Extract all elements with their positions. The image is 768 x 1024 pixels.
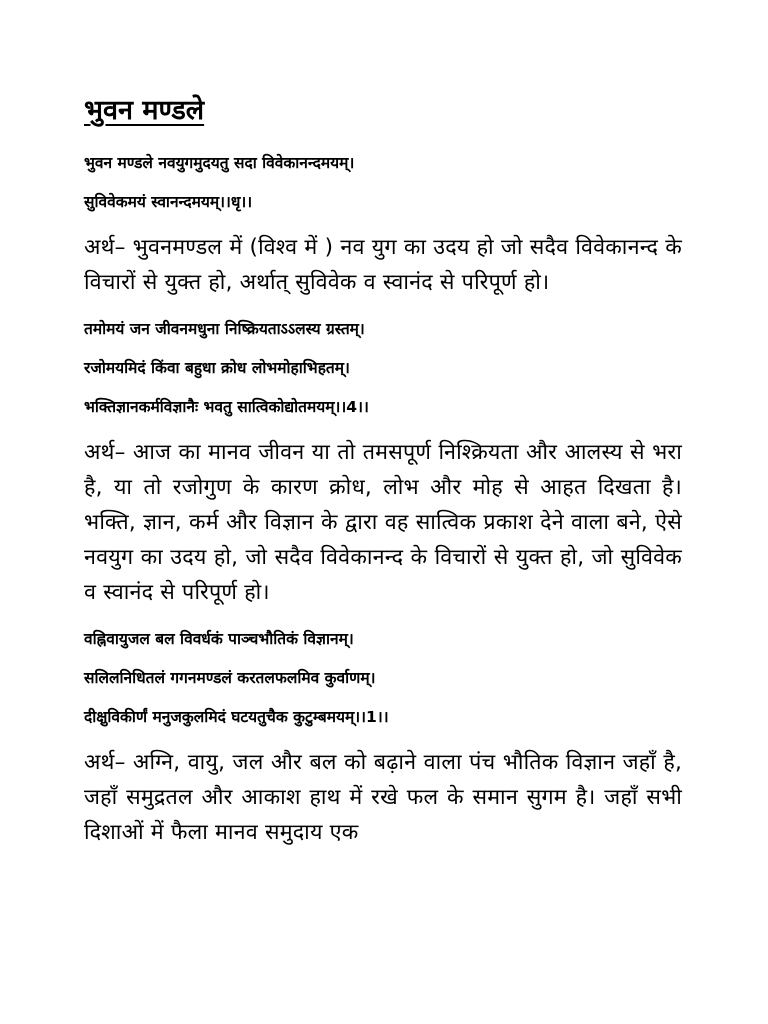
section-3	[84, 628, 682, 850]
verse-line: रजोमयमिदं किंवा बहुधा क्रोध लोभमोहाभिहतम्।	[84, 359, 350, 377]
document-page	[84, 92, 682, 868]
meaning-paragraph: अर्थ– आज का मानव जीवन या तो तमसपूर्ण निश्क्रियता और आलस्य से भरा है, या तो रजोगुण के कारण क्रोध, लोभ और मोह से आहत दिखता है। भक्ति, ज्ञान, कर्म और विज्ञान के द्वारा वह सात्विक प्रकाश देने वाला बने, ऐसे नवयुग का उदय हो, जो सदैव विवेकानन्द के विचारों से युक्त हो, जो सुविवेक व स्वानंद से परिपूर्ण हो।	[84, 440, 682, 605]
section-1	[84, 152, 682, 300]
verse-line: सुविवेकमयं स्वानन्दमयम्।।धृ।।	[84, 193, 253, 211]
meaning-paragraph: अर्थ– अग्नि, वायु, जल और बल को बढ़ाने वाला पंच भौतिक विज्ञान जहाँ है, जहाँ समुद्रतल और आकाश हाथ में रखे फल के समान सुगम है। जहाँ सभी दिशाओं में फैला मानव समुदाय एक	[84, 750, 682, 845]
verse-line: सलिलनिधितलं गगनमण्डलं करतलफलमिव कुर्वाणम्।	[84, 669, 376, 687]
section-2	[84, 318, 682, 610]
verse-line: भुवन मण्डले नवयुगमुदयतु सदा विवेकानन्दमयम्।	[84, 154, 355, 172]
verse-line: तमोमयं जन जीवनमधुना निष्क्रियताऽऽलस्य ग्रस्तम्।	[84, 320, 365, 338]
meaning-paragraph: अर्थ– भुवनमण्डल में (विश्व में ) नव युग का उदय हो जो सदैव विवेकानन्द के विचारों से युक्त हो, अर्थात् सुविवेक व स्वानंद से परिपूर्ण हो।	[84, 235, 682, 295]
verse-line: भक्तिज्ञानकर्मविज्ञानैः भवतु सात्विकोद्योतमयम्।।4।।	[84, 398, 369, 416]
page-title: भुवन मण्डले	[84, 95, 205, 126]
verse-line: वह्निवायुजल बल विवर्धकं पाञ्चभौतिकं विज्ञानम्।	[84, 630, 354, 648]
verse-line: दीक्षुविकीर्णं मनुजकुलमिदं घटयतुचैक कुटुम्बमयम्।।1।।	[84, 708, 389, 726]
